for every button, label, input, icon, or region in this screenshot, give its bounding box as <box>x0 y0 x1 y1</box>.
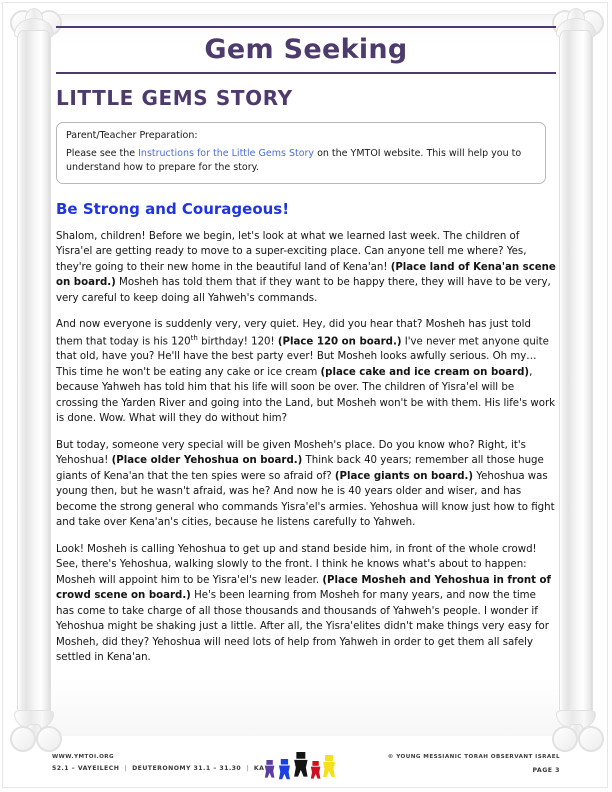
scroll-curl-top-right <box>578 10 604 36</box>
story-paragraph <box>56 438 556 531</box>
footer-code: KA <box>253 765 265 772</box>
note-label: Parent/Teacher Preparation: <box>66 130 198 141</box>
title-rule-bottom <box>56 72 556 74</box>
document-content <box>56 26 556 726</box>
little-gems-instructions-link[interactable]: Instructions for the Little Gems Story <box>138 148 315 159</box>
story-text: But today, someone very special will be given Mosheh's place. Do you know who? Right, it's Yehoshua! <box>56 439 526 467</box>
story-paragraphs <box>56 229 556 666</box>
note-text-after: on the YMTOI website. This will help you to understand how to prepare for the story. <box>66 148 522 173</box>
stage-direction: (Place 120 on board.) <box>277 335 402 347</box>
note-text-before: Please see the <box>66 148 139 159</box>
logo-figure <box>279 759 290 779</box>
story-text: Look! Mosheh is calling Yehoshua to get up and stand beside him, in front of the whole crowd! See, there's Yehoshua, walking slowly to the front. I think he knows what's about to happen: Mosheh will appoint him to be Yisra'el's new leader. <box>56 543 537 586</box>
stage-direction: (place cake and ice cream on board) <box>320 366 530 378</box>
scroll-curl-top-left <box>10 10 36 36</box>
parent-teacher-note <box>56 122 546 184</box>
footer-copyright: © YOUNG MESSIANIC TORAH OBSERVANT ISRAEL <box>387 754 560 760</box>
footer-left-block <box>52 754 264 772</box>
scroll-knob-bottom <box>27 724 41 740</box>
footer-scripture-ref: DEUTERONOMY 31.1 – 31.30 <box>132 765 242 772</box>
story-paragraph <box>56 229 556 307</box>
footer-website[interactable]: WWW.YMTOI.ORG <box>52 754 115 760</box>
logo-figure <box>265 760 275 778</box>
logo-figure <box>323 755 335 777</box>
stage-direction: (Place Mosheh and Yehoshua in front of crowd scene on board.) <box>56 574 551 602</box>
footer-page-number: PAGE 3 <box>532 767 560 774</box>
story-text: , because Yahweh has told him that his life will soon be over. The children of Yisra'el will be crossing the Yarden River and going into the Land, but Mosheh won't be with them. His life's work is done. Wow. What will they do without him? <box>56 366 556 425</box>
story-text: Yehoshua was young then, but he wasn't afraid, was he? And now he is 40 years older and wiser, and has become the strong general who commands Yisra'el's armies. Yehoshua will know just how to fight and take over Kena'an's cities, because he listens carefully to Yahweh. <box>56 470 555 529</box>
logo-figure <box>311 761 321 779</box>
footer-lesson-ref: 52.1 – VAYEILECH <box>52 765 120 772</box>
story-text: birthday! 120! <box>197 335 278 347</box>
story-text: Shalom, children! Before we begin, let's look at what we learned last week. The children of Yisra'el are getting ready to move to a super-exciting place. Can anyone tell me where? Yes, they're going to their new home in the beautiful land of Kena'an! <box>56 230 527 273</box>
story-paragraph <box>56 317 556 427</box>
lesson-heading: Be Strong and Courageous! <box>56 199 290 218</box>
story-paragraph <box>56 542 556 666</box>
story-text: I've never met anyone quite that old, have you? He'll have the best party ever! But Mosheh looks awfully serious. Oh my… This time he won't be eating any cake or ice cream <box>56 335 549 378</box>
story-text: He's been learning from Mosheh for many years, and now the time has come to take charge of all those thousands and thousands of Yahweh's people. I wonder if Yehoshua might be shaking just a little. After all, the Yisra'elites didn't make things very easy for Mosheh, did they? Yehoshua will need lots of help from Yahweh in order to get them all safely settled in Kena'an. <box>56 590 549 664</box>
footer-separator: | <box>246 765 249 772</box>
footer-right-block <box>388 754 560 774</box>
stage-direction: (Place land of Kena'an scene on board.) <box>56 261 556 289</box>
stage-direction: (Place older Yehoshua on board.) <box>111 455 303 467</box>
story-text: Think back 40 years; remember all those huge giants of Kena'an that the ten spies were so afraid of? <box>56 455 544 482</box>
section-title: LITTLE GEMS STORY <box>56 86 293 110</box>
note-body <box>66 147 536 175</box>
stage-direction: (Place giants on board.) <box>334 470 474 482</box>
page-title: Gem Seeking <box>204 34 408 65</box>
logo-figure <box>294 752 307 777</box>
story-text: And now everyone is suddenly very, very quiet. Hey, did you hear that? Mosheh has just told them that today is his 120 <box>56 319 531 347</box>
footer-reference-line <box>52 765 264 772</box>
ordinal-suffix: th <box>190 333 198 342</box>
ymtoi-logo-icon <box>262 750 340 786</box>
story-text: Mosheh has told them that if they want to be happy there, they will have to be very, very careful to keep doing all Yahweh's commands. <box>56 277 551 304</box>
footer-separator: | <box>124 765 128 772</box>
